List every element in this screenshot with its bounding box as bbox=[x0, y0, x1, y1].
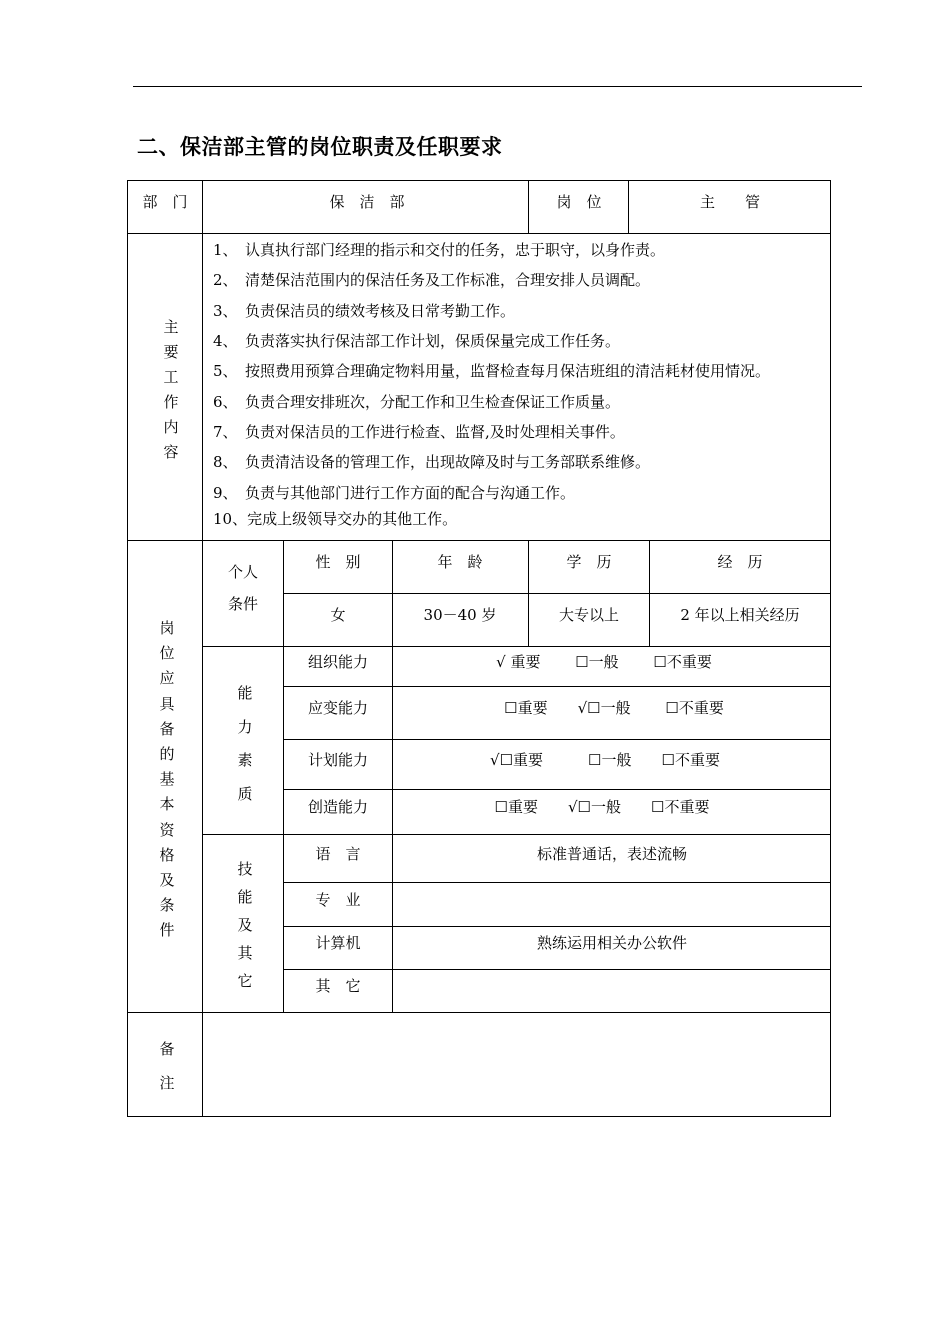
value-education: 大专以上 bbox=[558, 606, 620, 624]
row-divider bbox=[127, 233, 831, 234]
ability-label: 能 力 素 质 bbox=[237, 684, 253, 803]
row-divider bbox=[283, 739, 831, 740]
ability-rating: √☐重要 ☐一般 ☐不重要 bbox=[490, 751, 720, 769]
ability-name: 创造能力 bbox=[307, 798, 369, 816]
row-divider bbox=[127, 540, 831, 541]
qualifications-label: 岗 位 应 具 备 的 基 本 资 格 及 条 件 bbox=[159, 619, 175, 940]
row-divider bbox=[283, 882, 831, 883]
duty-item: 2、 清楚保洁范围内的保洁任务及工作标准，合理安排人员调配。 bbox=[213, 271, 651, 289]
duty-item: 10、完成上级领导交办的其他工作。 bbox=[213, 510, 458, 528]
row-divider bbox=[283, 969, 831, 970]
ability-rating: √ 重要 ☐一般 ☐不重要 bbox=[496, 653, 712, 671]
skill-name: 专 业 bbox=[315, 891, 361, 909]
row-divider bbox=[202, 834, 831, 835]
duty-item: 5、 按照费用预算合理确定物料用量，监督检查每月保洁班组的清洁耗材使用情况。 bbox=[213, 362, 771, 380]
job-description-table bbox=[127, 180, 831, 1117]
ability-name: 组织能力 bbox=[307, 653, 369, 671]
post-value: 主 管 bbox=[699, 193, 761, 211]
row-divider bbox=[283, 789, 831, 790]
row-divider bbox=[202, 646, 831, 647]
table-border-right bbox=[830, 180, 831, 1117]
table-border-left bbox=[127, 180, 128, 1117]
skill-value: 熟练运用相关办公软件 bbox=[536, 934, 688, 952]
duty-item: 6、 负责合理安排班次，分配工作和卫生检查保证工作质量。 bbox=[213, 393, 621, 411]
value-gender: 女 bbox=[330, 606, 346, 624]
row-divider bbox=[283, 593, 831, 594]
duty-item: 8、 负责清洁设备的管理工作，出现故障及时与工务部联系维修。 bbox=[213, 453, 651, 471]
ability-rating: ☐重要 √☐一般 ☐不重要 bbox=[504, 699, 724, 717]
table-border-top bbox=[127, 180, 831, 181]
header-experience: 经 历 bbox=[717, 553, 763, 571]
column-divider bbox=[392, 540, 393, 1013]
column-divider bbox=[628, 180, 629, 234]
column-divider bbox=[202, 180, 203, 1117]
header-education: 学 历 bbox=[566, 553, 612, 571]
remarks-label: 备 注 bbox=[159, 1040, 175, 1092]
ability-name: 计划能力 bbox=[307, 751, 369, 769]
skill-name: 语 言 bbox=[315, 845, 361, 863]
column-divider bbox=[649, 540, 650, 647]
personal-label: 个人 bbox=[227, 563, 259, 581]
duty-item: 7、 负责对保洁员的工作进行检查、监督,及时处理相关事件。 bbox=[213, 423, 625, 441]
table-border-bottom bbox=[127, 1116, 831, 1117]
header-gender: 性 别 bbox=[315, 553, 361, 571]
skill-name: 其 它 bbox=[315, 977, 361, 995]
ability-rating: ☐重要 √☐一般 ☐不重要 bbox=[494, 798, 710, 816]
duties-label: 主 要 工 作 内 容 bbox=[163, 318, 179, 461]
row-divider bbox=[283, 926, 831, 927]
skill-value: 标准普通话，表述流畅 bbox=[536, 845, 688, 863]
dept-value: 保 洁 部 bbox=[329, 193, 405, 211]
header-rule bbox=[133, 86, 862, 87]
dept-label: 部 门 bbox=[142, 193, 188, 211]
post-label: 岗 位 bbox=[556, 193, 602, 211]
duty-item: 3、 负责保洁员的绩效考核及日常考勤工作。 bbox=[213, 302, 516, 320]
skills-label: 技 能 及 其 它 bbox=[237, 860, 253, 990]
column-divider bbox=[528, 180, 529, 234]
row-divider bbox=[127, 1012, 831, 1013]
duty-item: 1、 认真执行部门经理的指示和交付的任务，忠于职守，以身作责。 bbox=[213, 241, 666, 259]
value-experience: 2 年以上相关经历 bbox=[680, 606, 800, 624]
column-divider bbox=[283, 540, 284, 1013]
header-age: 年 龄 bbox=[437, 553, 483, 571]
ability-name: 应变能力 bbox=[307, 699, 369, 717]
duty-item: 9、 负责与其他部门进行工作方面的配合与沟通工作。 bbox=[213, 484, 576, 502]
duty-item: 4、 负责落实执行保洁部工作计划，保质保量完成工作任务。 bbox=[213, 332, 621, 350]
skill-name: 计算机 bbox=[315, 934, 361, 952]
value-age: 30－40 岁 bbox=[423, 606, 497, 624]
column-divider bbox=[528, 540, 529, 647]
row-divider bbox=[283, 686, 831, 687]
personal-label: 条件 bbox=[227, 595, 259, 613]
page-title: 二、保洁部主管的岗位职责及任职要求 bbox=[137, 135, 503, 159]
